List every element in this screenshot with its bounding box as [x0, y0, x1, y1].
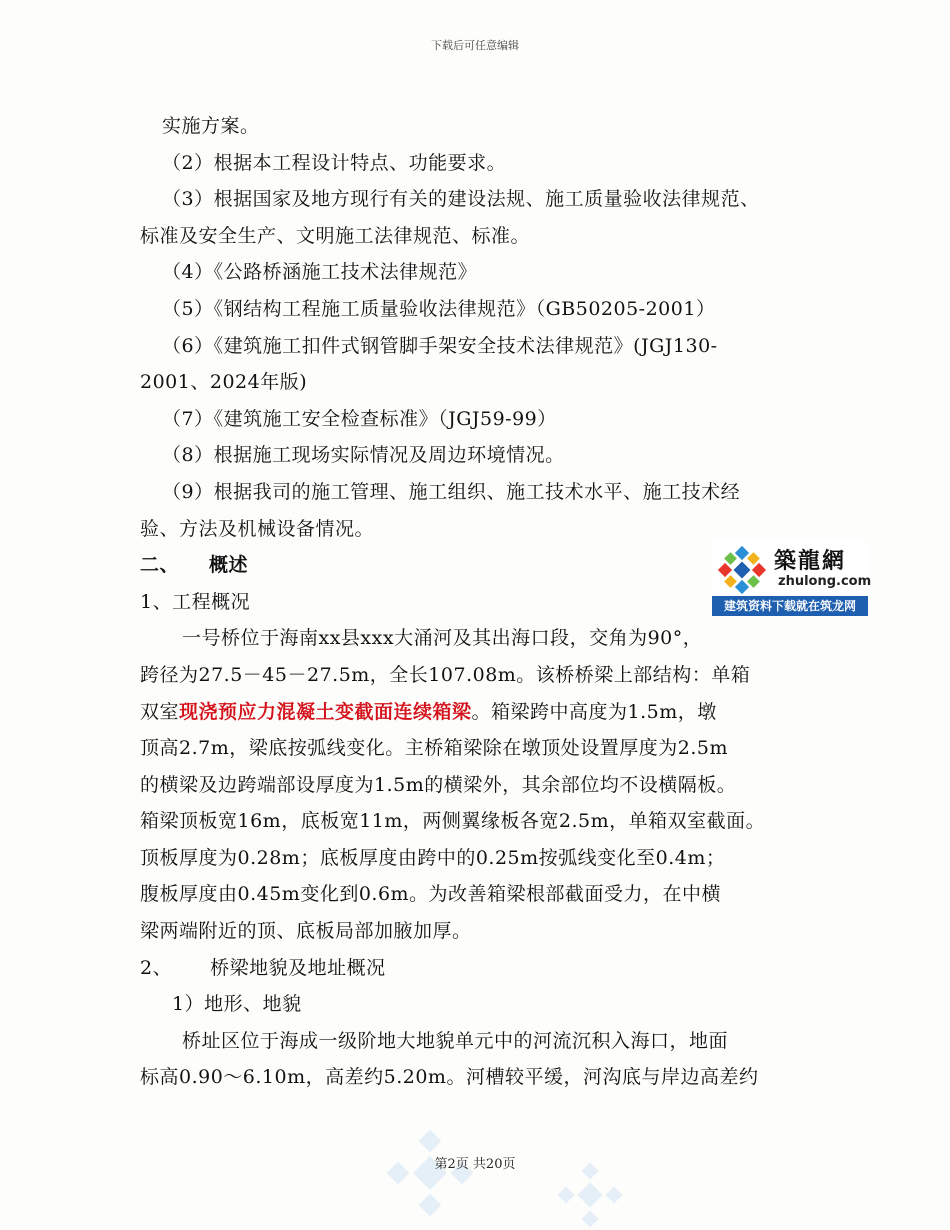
- text-line: 顶板厚度为0.28m；底板厚度由跨中的0.25m按弧线变化至0.4m；: [140, 846, 726, 869]
- subsection-heading: [140, 950, 820, 987]
- page-header-note: 下载后可任意编辑: [431, 39, 519, 52]
- text-line: 箱梁顶板宽16m，底板宽11m，两侧翼缘板各宽2.5m，单箱双室截面。: [140, 810, 766, 833]
- text-line: 桥址区位于海成一级阶地大地貌单元中的河流沉积入海口，地面: [182, 1029, 729, 1052]
- text-line: 标高0.90～6.10m，高差约5.20m。河槽较平缓，河沟底与岸边高差约: [140, 1066, 759, 1089]
- sub-subsection-heading: 1）地形、地貌: [172, 993, 302, 1016]
- text-line: 梁两端附近的顶、底板局部加腋加厚。: [140, 920, 472, 943]
- text-line: 标准及安全生产、文明施工法律规范、标准。: [140, 224, 531, 247]
- text-line: 顶高2.7m，梁底按弧线变化。主桥箱梁除在墩顶处设置厚度为2.5m: [140, 737, 728, 760]
- text-line: （5）《钢结构工程施工质量验收法律规范》（GB50205-2001）: [162, 297, 716, 320]
- text-line: （6）《建筑施工扣件式钢管脚手架安全技术法律规范》(JGJ130-: [162, 334, 718, 357]
- page-number: 第2页 共20页: [434, 1157, 516, 1172]
- text-line: 的横梁及边跨端部设厚度为1.5m的横梁外，其余部位均不设横隔板。: [140, 773, 737, 796]
- text-line: 一号桥位于海南xx县xxx大涌河及其出海口段，交角为90°，: [182, 627, 703, 650]
- section-number: 二、: [140, 554, 180, 577]
- logo-chinese-text: 築龍網: [774, 548, 847, 574]
- text-line: （4）《公路桥涵施工技术法律规范》: [162, 261, 478, 284]
- logo-domain-text: zhulong.com: [778, 574, 872, 589]
- snowflake-logo-icon: [716, 544, 768, 596]
- text-line: 实施方案。: [162, 115, 260, 137]
- text-span: 。箱梁跨中高度为1.5m，墩: [471, 700, 717, 723]
- text-line: （9）根据我司的施工管理、施工组织、施工技术水平、施工技术经: [162, 480, 741, 503]
- section-title: 概述: [209, 554, 249, 577]
- zhulong-logo[interactable]: [712, 540, 872, 616]
- text-line: （8）根据施工现场实际情况及周边环境情况。: [162, 444, 565, 467]
- subsection-title: 桥梁地貌及地址概况: [210, 956, 386, 979]
- text-line: 腹板厚度由0.45m变化到0.6m。为改善箱梁根部截面受力，在中横: [140, 883, 722, 906]
- subsection-number: 2、: [140, 956, 173, 979]
- text-line: 验、方法及机械设备情况。: [140, 517, 375, 540]
- text-line: （7）《建筑施工安全检查标准》（JGJ59-99）: [162, 407, 557, 430]
- highlighted-term: 现浇预应力混凝土变截面连续箱梁: [179, 700, 472, 723]
- subsection-heading: 1、工程概况: [140, 590, 251, 613]
- text-line: （3）根据国家及地方现行有关的建设法规、施工质量验收法律规范、: [162, 188, 760, 211]
- text-span: 双室: [140, 700, 180, 723]
- text-line-highlight: [140, 694, 820, 731]
- text-line: 跨径为27.5－45－27.5m，全长107.08m。该桥桥梁上部结构：单箱: [140, 663, 751, 686]
- text-line: 2001、2024年版): [140, 371, 308, 394]
- logo-banner: 建筑资料下载就在筑龙网: [712, 596, 868, 616]
- watermark-snowflake-icon: [385, 1128, 475, 1218]
- text-line: （2）根据本工程设计特点、功能要求。: [162, 151, 507, 174]
